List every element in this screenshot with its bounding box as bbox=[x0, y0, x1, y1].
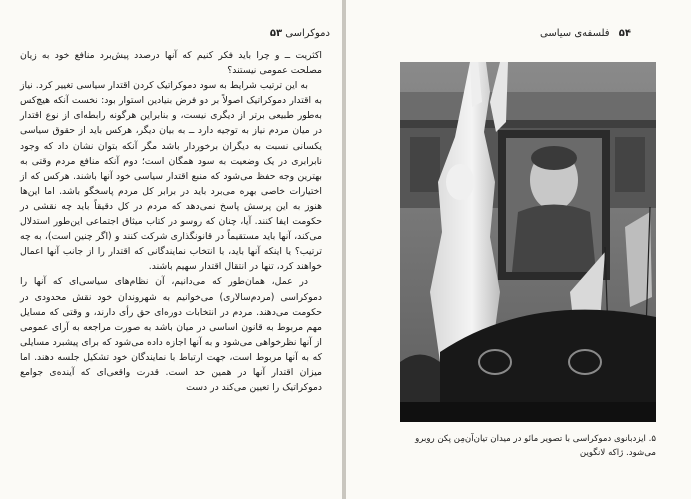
paragraph-3: در عمل، همان‌طور که می‌دانیم، آن نظام‌های سیاسی‌ای که آنها را دموکراسی (مردم‌سالاری) می‌خوانیم به شهروندان خود نقش محدودی در حکومت می‌دهند. مردم در انتخابات دوره‌ای حق رأی دارند، و وقتی که مسایل مهم مربوط به قانون اساسی در میان باشد به صورت مراجعه به آرای عمومی از آنها نظرخواهی می‌شود و به آنها اجازه داده می‌شود که برای پیشبرد مسایلی که به آنها مربوط است، جهت ارتباط با نمایندگان خود تشکیل جلسه دهند. اما میزان اقتدار آنها در همین حد است. قدرت واقعی‌ای که آینده‌ی جوامع دموکراتیک را تعیین می‌کند در دست bbox=[20, 276, 322, 394]
paragraph-1: اکثریت ــ و چرا باید فکر کنیم که آنها درصدد پیش‌برد منافع خود به زیان مصلحت عمومی نیستند؟ bbox=[20, 50, 322, 77]
figure-caption: ۵. ایزدبانوی دموکراسی با تصویر مائو در میدان تیان‌آن‌مِن پکن روبرو می‌شود. ژاکه لانگوین bbox=[415, 434, 656, 458]
left-page bbox=[0, 0, 342, 499]
right-header-title: فلسفه‌ی سیاسی bbox=[539, 28, 610, 39]
crowd-bottom bbox=[400, 402, 656, 422]
right-page bbox=[346, 0, 691, 499]
left-body-text bbox=[20, 48, 322, 395]
left-page-header bbox=[264, 28, 330, 39]
left-page-number: ۵۳ bbox=[269, 28, 283, 39]
figure-photo bbox=[400, 62, 656, 422]
left-header-title: دموکراسی bbox=[285, 28, 330, 39]
paragraph-2: به این ترتیب شرایط به سود دموکراتیک کردن اقتدار سیاسی تغییر کرد. نیاز به اقتدار دموکراتیک اصولاً بر دو فرض بنیادین استوار بود: نخست آنکه هیچ‌کس به‌طور طبیعی برتر از دیگری نیست، و بنابراین هرگونه رابطه‌ای از نوع اقتدار در میان مردم نیاز به توجیه دارد ــ به بیان دیگر، هرکس باید از حقوق سیاسی یکسانی نسبت به دیگران برخوردار باشد مگر آنکه بتوان نشان داد که وجود نابرابری در یک وضعیت به سود همگان است؛ دوم آنکه منافع مردم وقتی به بهترین وجه حفظ می‌شود که منبع اقتدار سیاسی خود آنها باشند. هرکس که از اختیارات خاصی بهره می‌برد باید در برابر کل مردم پاسخگو باشد. اما این‌ها هنوز به این پرسش پاسخ نمی‌دهد که مردم در کل دقیقاً باید چه نقشی در حکومت ایفا کنند. آیا، چنان که روسو در کتاب میثاق اجتماعی این‌طور استدلال می‌کند، آنها باید مستقیماً در قانونگذاری شرکت کنند و (اگر چنین است)، به چه ترتیب؟ یا اینکه آنها باید، با انتخاب نمایندگانی که اقتدار را از جانب آنها اعمال خواهند کرد، تنها در انتقال اقتدار سهیم باشند. bbox=[20, 80, 322, 273]
right-page-header bbox=[540, 28, 631, 39]
right-page-number: ۵۴ bbox=[618, 28, 631, 39]
